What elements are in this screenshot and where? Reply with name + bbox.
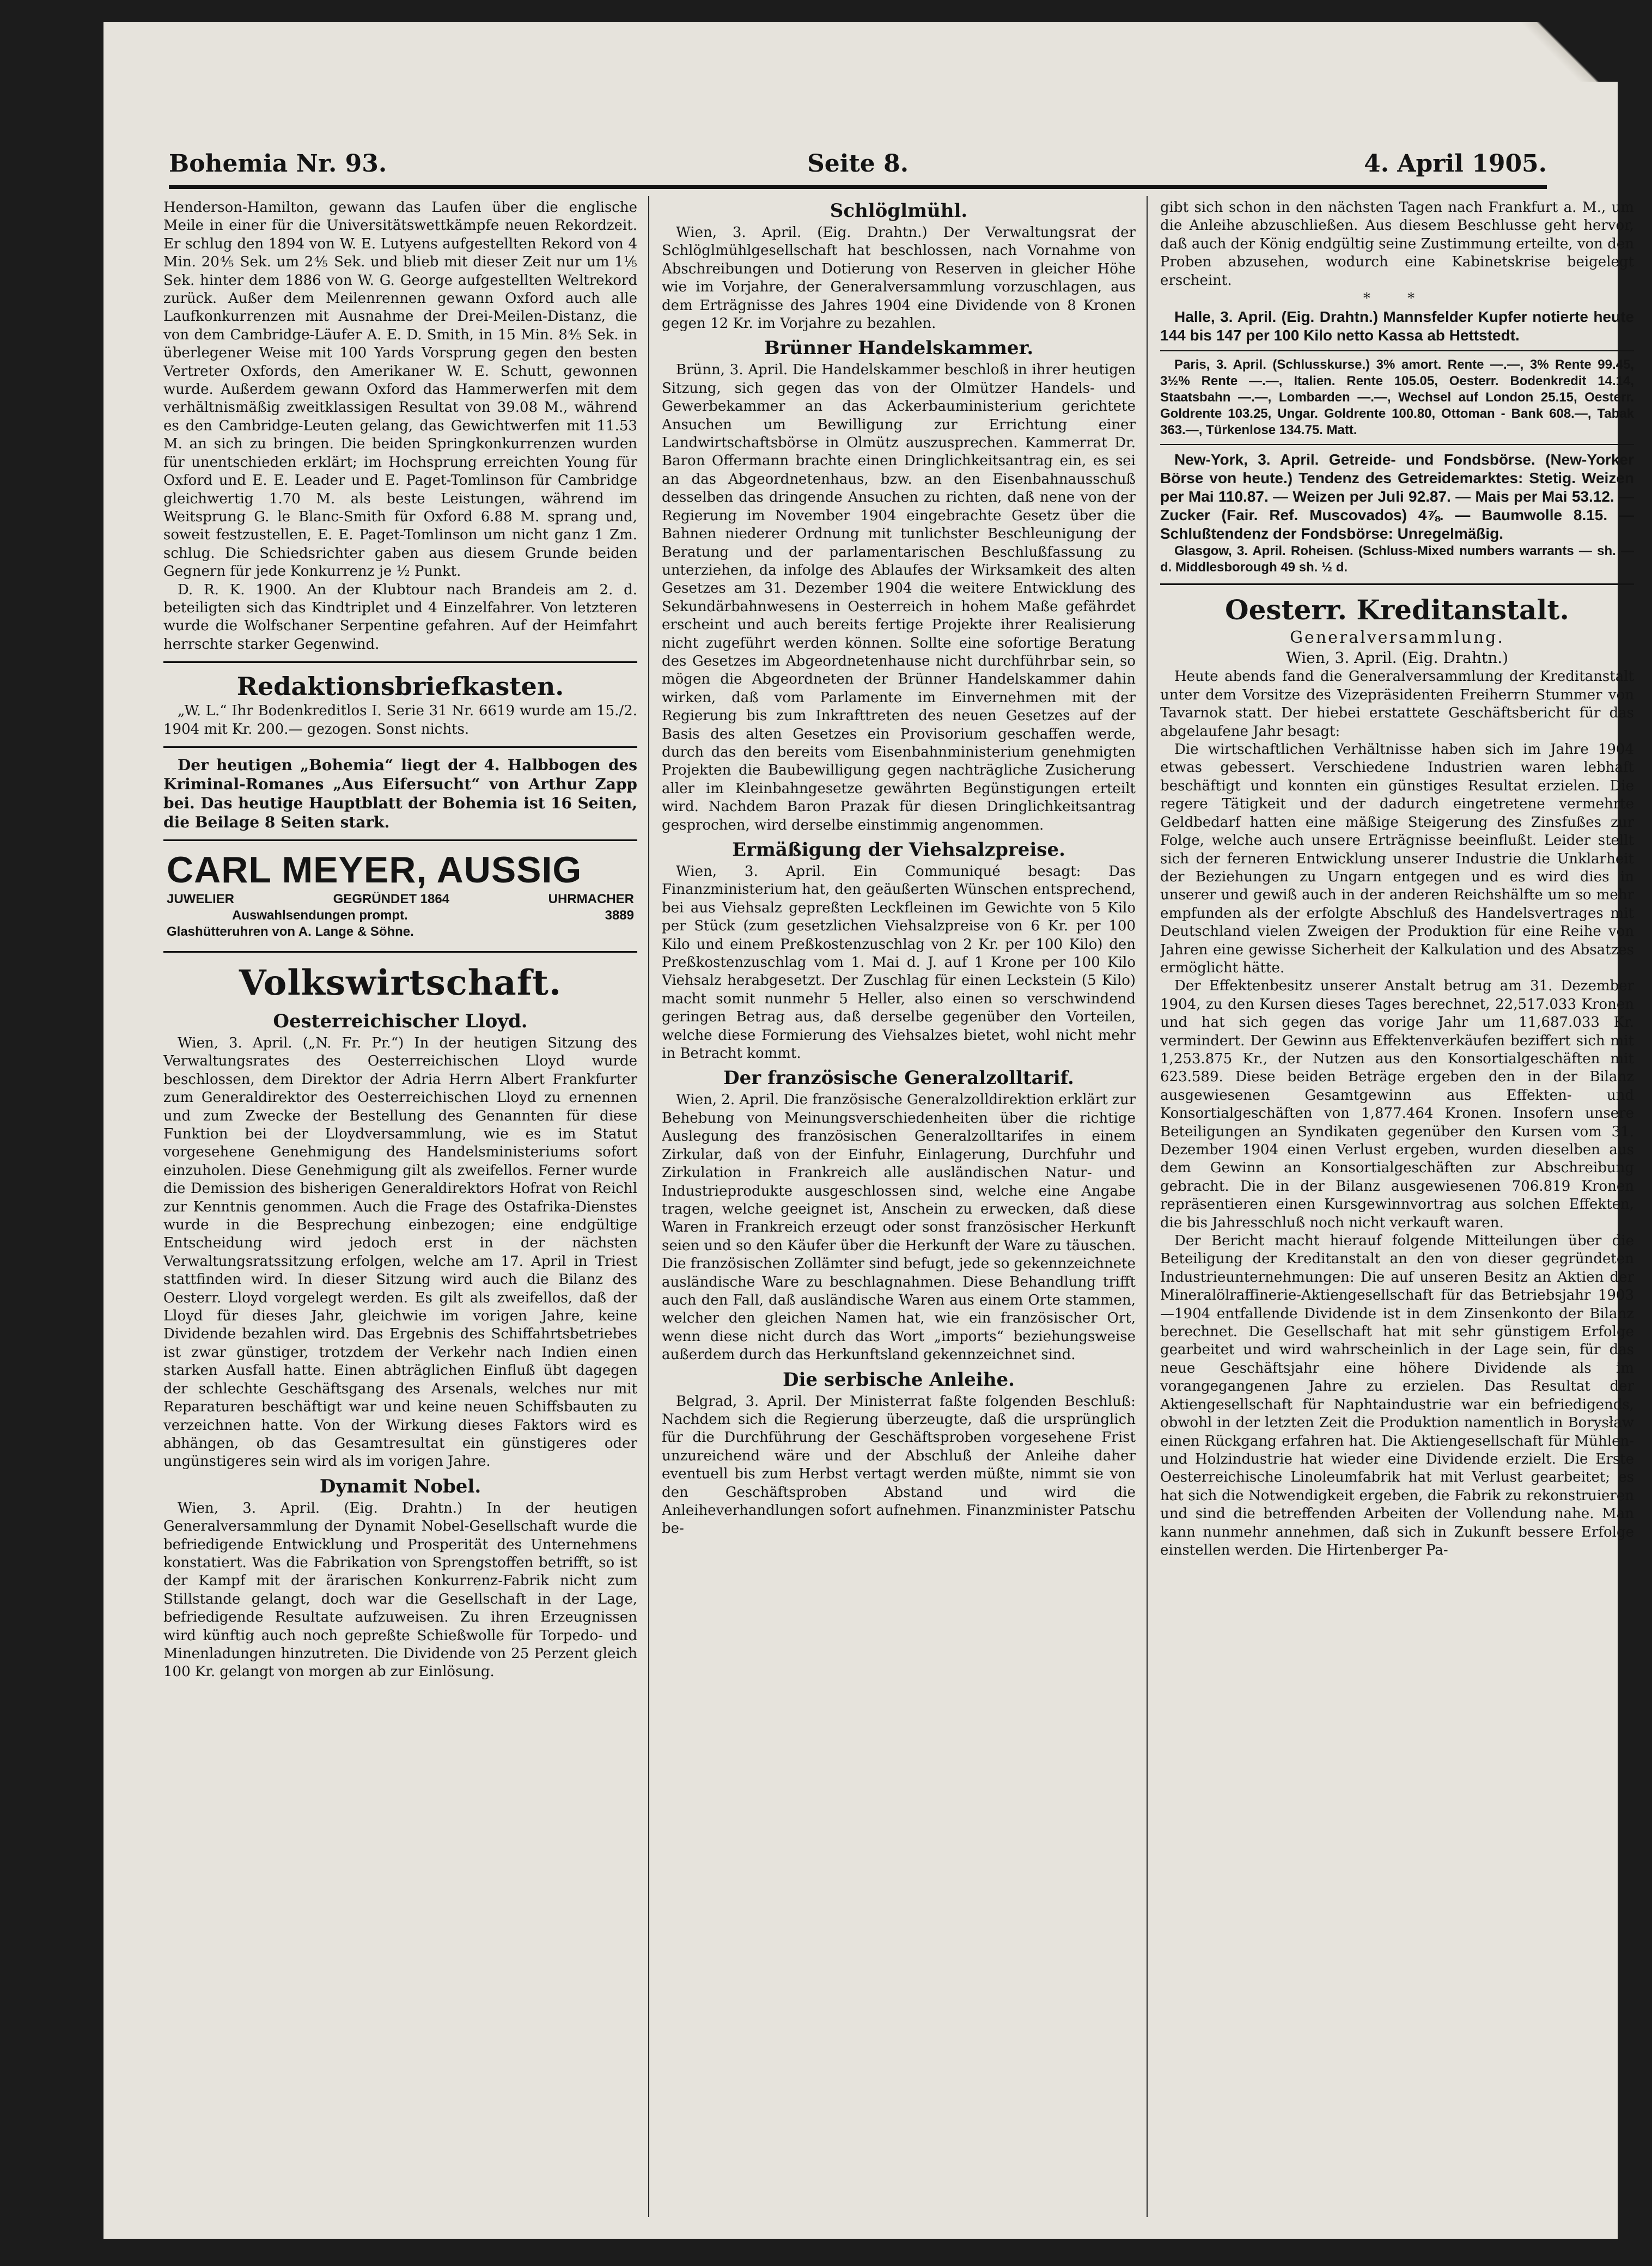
column-2 (662, 199, 1136, 2217)
column-divider (1147, 196, 1148, 2217)
ad-number: 3889 (605, 907, 634, 923)
article-schloegl: Wien, 3. April. (Eig. Drahtn.) Der Verwaltungsrat der Schlöglmühlgesellschaft hat beschlossen, nach Vornahme von Abschreibungen und Dotierung von Reserven in gleicher Höhe wie im Vorjahre, der Generalversammlung vorzuschlagen, aus dem Erträgnisse des Jahres 1904 eine Dividende von 8 Kronen gegen 12 Kr. im Vorjahre zu bezahlen. (662, 224, 1136, 332)
briefkasten-heading: Redaktionsbriefkasten. (236, 672, 564, 702)
article-dateline-kreditanstalt: Wien, 3. April. (Eig. Drahtn.) (1285, 649, 1509, 667)
article-sport-continued: Henderson-Hamilton, gewann das Laufen über die englische Meile in einer für die Universitätswettkämpfe neuen Rekordzeit. Er schlug den 1894 von W. E. Lutyens aufgestellten Rekord von 4 Min. 20⅘ Sek. um 2⅘ Sek. und blieb mit dieser Zeit nur um 1⅕ Sek. hinter dem 1886 von W. G. George aufgestellten Weltrekord zurück. Außer dem Meilenrennen gewann Oxford auch alle Laufkonkurrenzen mit Ausnahme der Drei-Meilen-Distanz, die von dem Cambridge-Läufer A. E. D. Smith, in 15 Min. 8⅘ Sek. in überlegener Weise mit 100 Yards Vorsprung gegen den besten Vertreter Oxfords, den Amerikaner W. E. Schutt, gewonnen wurde. Außerdem gewann Oxford das Hammerwerfen mit dem verhältnismäßig zweitklassigen Resultat von 39.08 M., während es den Cambridge-Leuten gelang, das Gewichtwerfen mit 11.53 M. an sich zu bringen. Die beiden Springkonkurrenzen wurden für unentschieden erklärt; im Hochsprung erreichten Young für Oxford und E. E. Leader und E. Paget-Tomlinson für Cambridge gleichwertig 1.70 M. als beste Leistungen, während im Weitsprung G. le Blanc-Smith für Oxford 6.88 M. sprang und, soweit festzustellen, E. E. Paget-Tomlinson um nicht ganz 1 Zm. schlug. Die Schiedsrichter gaben aus diesem Grunde beiden Gegnern für jede Konkurrenz je ½ Punkt. (163, 199, 637, 580)
market-halle: Halle, 3. April. (Eig. Drahtn.) Mannsfelder Kupfer notierte heute 144 bis 147 per 100 Kilo netto Kassa ab Hettstedt. (1160, 308, 1634, 344)
header-paper-number: Bohemia Nr. 93. (169, 150, 387, 178)
header-rule (169, 185, 1547, 189)
ad-trade-right: UHRMACHER (548, 891, 634, 906)
advertisement-carl-meyer (163, 849, 637, 943)
article-lloyd: Wien, 3. April. („N. Fr. Pr.“) In der heutigen Sitzung des Verwaltungsrates des Oesterreichischen Lloyd wurde beschlossen, dem Direktor der Adria Herrn Albert Frankfurter zum Generaldirektor des Oesterreichischen Lloyd zu ernennen und zum Zwecke der Bestellung des Genannten für diese Funktion bei der Lloydversammlung, wie es im Statut vorgesehene Genehmigung des Handelsministeriums sofort einzuholen. Diese Genehmigung gilt als zweifellos. Ferner wurde die Demission des bisherigen Generaldirektors Hofrat von Reichl zur Kenntnis genommen. Auch die Frage des Ostafrika-Dienstes wurde in die Besprechung einbezogen; eine endgültige Entscheidung wird jedoch erst in der nächsten Verwaltungsratssitzung erfolgen, welche am 17. April in Triest stattfinden wird. In dieser Sitzung wird auch die Bilanz des Oesterr. Lloyd vorgelegt werden. Es gilt als zweifellos, daß der Lloyd für dieses Jahr, gleichwie im vorigen Jahre, keine Dividende bezahlen wird. Das Ergebnis des Schiffahrtsbetriebes ist zwar günstiger, trotzdem der Verkehr nach Indien einen starken Ausfall hatte. Einen abträglichen Einfluß übt dagegen der schlechte Geschäftsgang des Arsenals, welches nur mit Reparaturen beschäftigt war und keine neuen Schiffsbauten zu verzeichnen hatte. Von der Wirkung dieses Faktors wird es abhängen, ob das Gesamtresultat ein günstigeres oder ungünstigeres sein wird als im vorigen Jahre. (163, 1034, 637, 1470)
separator (163, 839, 637, 841)
separator (1160, 350, 1634, 351)
article-heading-schloegl: Schlöglmühl. (830, 200, 968, 222)
newspaper-page (103, 22, 1634, 2239)
market-glasgow: Glasgow, 3. April. Roheisen. (Schluss-Mixed numbers warrants — sh. — d. Middlesborough 49 sh. ½ d. (1160, 544, 1634, 575)
column-divider (648, 196, 649, 2217)
header-page-number: Seite 8. (807, 150, 909, 178)
column-3 (1160, 199, 1634, 2217)
article-heading-bruenn: Brünner Handelskammer. (764, 337, 1034, 360)
article-kreditanstalt-p2: Die wirtschaftlichen Verhältnisse haben sich im Jahre 1904 etwas gebessert. Verschiedene Industrien waren lebhaft beschäftigt und konnten ein günstiges Resultat erzielen. Die regere Tätigkeit und der dadurch eingetretene vermehrte Geldbedarf hatten eine mäßige Steigerung des Zinsfußes zur Folge, welche auch unsere Erträgnisse beeinflußt. Leider stellt sich der ferneren Entwicklung unserer Industrie die Unklarheit der Beziehungen zu Ungarn entgegen und es wird dies in unserer und gewiß auch in der anderen Reichshälfte um so mehr empfunden als der erfolgte Abschluß des Handelsvertrages mit Deutschland vielen Zweigen der Produktion für eine Reihe von Jahren eine gewisse Sicherheit der Kalkulation und des Absatzes ermöglicht hätte. (1160, 741, 1634, 976)
ad-trades (167, 891, 634, 907)
header-date: 4. April 1905. (1364, 150, 1547, 178)
article-kreditanstalt-p4: Der Bericht macht hierauf folgende Mitteilungen über die Beteiligung der Kreditanstalt an den von dieser gegründeten Industrieunternehmungen: Die auf unseren Besitz an Aktien der Mineralölraffinerie-Aktiengesellschaft für das Betriebsjahr 1903—1904 entfallende Dividende ist in dem Zinsenkonto der Bilanz berechnet. Die Gesellschaft hat mit sehr günstigem Erfolge gearbeitet und wird wahrscheinlich in der Lage sein, für das neue Geschäftsjahr eine höhere Dividende als im vorangegangenen Jahre zu erzielen. Das Resultat der Aktiengesellschaft für Naphtaindustrie war ein befriedigends, obwohl in der letzten Zeit die Produktion namentlich in Borysław einen Rückgang erfahren hat. Die Aktiengesellschaft für Mühlen- und Holzindustrie hat wieder eine Dividende erzielt. Die Erste Oesterreichische Linoleumfabrik hat mit Verlust gearbeitet; es hat sich die Notwendigkeit ergeben, die Fabrik zu rekonstruieren und sind die betreffenden Arbeiten der Vollendung nahe. Man kann nunmehr annehmen, daß sich in Zukunft bessere Erfolge einstellen werden. Die Hirtenberger Pa- (1160, 1233, 1634, 1558)
article-heading-lloyd: Oesterreichischer Lloyd. (273, 1010, 528, 1032)
article-kreditanstalt-p3: Der Effektenbesitz unserer Anstalt betrug am 31. Dezember 1904, zu den Kursen dieses Tages berechnet, 22,517.033 Kronen und hat sich gegen das vorige Jahr um 11,687.033 Kr. vermindert. Der Gewinn aus Effektenverkäufen beziffert sich mit 1,253.875 Kr., der Nutzen aus den Konsortialgeschäften mit 623.589. Diese beiden Beträge ergeben den in der Bilanz ausgewiesenen Gesamtgewinn aus Effekten- und Konsortialgeschäften von 1,877.464 Kronen. Insofern unsere Beteiligungen an Syndikaten gegenüber den Kursen vom 31. Dezember 1904 einen Verlust ergeben, wurden dieselben aus dem Gewinn an Konsortialgeschäften zur Abschreibung gebracht. Die in der Bilanz ausgewiesenen 706.819 Kronen repräsentieren einen Kursgewinnvortrag aus solchen Effekten, die bis Jahresschluß noch nicht verkauft waren. (1160, 978, 1634, 1231)
market-paris: Paris, 3. April. (Schlusskurse.) 3% amort. Rente —.—, 3% Rente 99.45, 3½% Rente —.—, Italien. Rente 105.05, Oesterr. Bodenkredit 14.14, Staatsbahn —.—, Lombarden —.—, Wechsel auf London 25.15, Oesterr. Goldrente 103.25, Ungar. Goldrente 100.80, Ottoman - Bank 608.—, Tabak 363.—, Türkenlose 134.75. Matt. (1160, 357, 1634, 438)
separator (163, 746, 637, 748)
article-serbische-anleihe: Belgrad, 3. April. Der Ministerrat faßte folgenden Beschluß: Nachdem sich die Regierung überzeugte, daß die ursprünglich für die Durchführung der Geschäftsproben vorgesehene Frist unzureichend wäre und der Abschluß der Anleihe daher eventuell bis zum Herbst vertagt werden müßte, nimmt sie von den Geschäftsproben Abstand und wird die Anleiheverhandlungen sofort aufnehmen. Finanzminister Patschu be- (662, 1393, 1136, 1537)
column-1 (163, 199, 637, 2217)
ad-trade-left: JUWELIER (167, 891, 235, 906)
folded-corner (1514, 22, 1618, 82)
dinkus: * * (1363, 290, 1431, 307)
ad-line-2: Glashütteruhren von A. Lange & Söhne. (167, 924, 414, 939)
article-dynamit: Wien, 3. April. (Eig. Drahtn.) In der heutigen Generalversammlung der Dynamit Nobel-Gesellschaft wurde die befriedigende Entwicklung und Prosperität des Unternehmens konstatiert. Was die Fabrikation von Sprengstoffen betrifft, so ist der Kampf mit der ärarischen Konkurrenz-Fabrik nicht zum Stillstande gelangt, doch war die Gesellschaft in der Lage, befriedigende Resultate aufzuweisen. Zu ihren Erzeugnissen wird künftig auch noch gepreßte Schießwolle für Torpedo- und Minenladungen hinzutreten. Die Dividende von 25 Perzent gleich 100 Kr. gelangt von morgen ab zur Einlösung. (163, 1500, 637, 1680)
supplement-notice: Der heutigen „Bohemia“ liegt der 4. Halbbogen des Kriminal-Romanes „Aus Eifersucht“ von Arthur Zapp bei. Das heutige Hauptblatt der Bohemia ist 16 Seiten, die Beilage 8 Seiten stark. (163, 756, 637, 831)
separator (163, 951, 637, 953)
ad-founded: GEGRÜNDET 1864 (333, 891, 450, 906)
article-heading-zolltarif: Der französische Generalzolltarif. (723, 1067, 1074, 1089)
article-heading-dynamit: Dynamit Nobel. (319, 1475, 481, 1497)
article-heading-kreditanstalt: Oesterr. Kreditanstalt. (1225, 594, 1569, 626)
article-heading-viehsalz: Ermäßigung der Viehsalzpreise. (732, 839, 1065, 861)
article-subheading-kreditanstalt: Generalversammlung. (1290, 628, 1504, 648)
separator (163, 661, 637, 663)
section-heading-volkswirtschaft: Volkswirtschaft. (239, 962, 562, 1003)
article-heading-serbische-anleihe: Die serbische Anleihe. (782, 1368, 1015, 1391)
separator (1160, 583, 1634, 585)
separator (1160, 444, 1634, 445)
page-header (169, 144, 1547, 182)
article-serbische-anleihe-continued: gibt sich schon in den nächsten Tagen nach Frankfurt a. M., um die Anleihe abzuschließen. Aus diesem Beschlusse geht hervor, daß auch der König endgültig seine Zustimmung erteilte, von den Proben abzusehen, wodurch eine Kabinetskrise beigelegt erscheint. (1160, 199, 1634, 289)
article-bruenn: Brünn, 3. April. Die Handelskammer beschloß in ihrer heutigen Sitzung, sich gegen das von der Olmützer Handels- und Gewerbekammer an das Ackerbauministerium gerichtete Ansuchen um Bewilligung zur Errichtung einer Landwirtschaftsbörse in Olmütz auszusprechen. Kammerrat Dr. Baron Offermann brachte einen Dringlichkeitsantrag ein, es sei an das Abgeordnetenhaus, bzw. an den Eisenbahnausschuß desselben das dringende Ansuchen zu richten, daß nene von der Regierung im November 1904 eingebrachte Gesetz über die Bahnen niederer Ordnung mit tunlichster Beschleunigung der Beratung und der parlamentarischen Beschlußfassung zu unterziehen, da infolge des Ablaufes der Wirksamkeit des alten Gesetzes am 31. Dezember 1904 die weitere Entwicklung des Sekundärbahnwesens in Oesterreich in hohem Maße gefährdet erscheint und auch bereits fertige Projekte ihrer Realisierung nicht zugeführt werden können. Sollte eine sofortige Beratung des Gesetzes im Abgeordnetenhause nicht durchführbar sein, so mögen die Abgeordneten der Brünner Handelskammer dahin wirken, daß vom Parlamente im Einvernehmen mit der Regierung bis zum Inkrafttreten des neuen Gesetzes auf der Basis des alten Gesetzes ein Provisorium geschaffen werde, durch das den bereits vom Eisenbahnministerium genehmigten Projekten die Baubewilligung gegen nachträgliche Zusicherung aller im Kleinbahngesetze gewährten Begünstigungen erteilt wird. Nachdem Baron Prazak für diesen Dringlichkeitsantrag gesprochen, wird derselbe einstimmig angenommen. (662, 362, 1136, 833)
ad-company-name: CARL MEYER, AUSSIG (167, 849, 582, 891)
article-viehsalz: Wien, 3. April. Ein Communiqué besagt: Das Finanzministerium hat, den geäußerten Wünschen entsprechend, bei aus Viehsalz gepreßten Leckfleinen im Gewichte von 5 Kilo per Stück (zum gesetzlichen Viehsalzpreise von 6 Kr. per 100 Kilo und einem Preßkostenzuschlag von 2 Kr. per 100 Kilo) den Preßkostenzuschlag vom 1. Mai d. J. auf 1 Krone per 100 Kilo Viehsalz herabgesetzt. Der Zuschlag für einen Leckstein (5 Kilo) macht somit nunmehr 5 Heller, also einen so verschwindend geringen Betrag aus, daß derselbe gegenüber den Vorteilen, welche diese Formierung des Viehsalzes bietet, wohl nicht mehr in Betracht kommt. (662, 863, 1136, 1062)
ad-line-1 (167, 907, 634, 924)
ad-slogan: Auswahlsendungen prompt. (232, 907, 408, 923)
article-kreditanstalt-p1: Heute abends fand die Generalversammlung der Kreditanstalt unter dem Vorsitze des Vizepräsidenten Freiherrn Stummer von Tavarnok statt. Der hiebei erstattete Geschäftsbericht für das abgelaufene Jahr besagt: (1160, 668, 1634, 740)
article-zolltarif: Wien, 2. April. Die französische Generalzolldirektion erklärt zur Behebung von Meinungsverschiedenheiten über die richtige Auslegung des französischen Generalzolltarifes in einem Zirkular, daß von der Einfuhr, Einlagerung, Durchfuhr und Zirkulation in Frankreich alle ausländischen Natur- und Industrieprodukte ausgeschlossen sind, welche eine Angabe tragen, welche geeignet ist, Anschein zu erwecken, daß diese Waren in Frankreich erzeugt oder sonst französischer Herkunft seien und so den Käufer über die Herkunft der Ware zu täuschen. Die französischen Zollämter sind befugt, jede so gekennzeichnete ausländische Ware zu beschlagnahmen. Diese Behandlung trifft auch den Fall, daß ausländische Waren aus einem Orte stammen, welcher den gleichen Namen hat, wie ein französischer Ort, wenn diese nicht durch das Wort „imports“ beziehungsweise außerdem durch das Herkunftsland gekennzeichnet sind. (662, 1092, 1136, 1363)
market-new-york: New-York, 3. April. Getreide- und Fondsbörse. (New-Yorker Börse von heute.) Tendenz des Getreidemarktes: Stetig. Weizen per Mai 110.87. — Weizen per Juli 92.87. — Mais per Mai 53.12. — Zucker (Fair. Ref. Muscovados) 4⅞. — Baumwolle 8.15. — Schlußtendenz der Fondsbörse: Unregelmäßig. (1160, 451, 1634, 543)
article-club-tour: D. R. K. 1900. An der Klubtour nach Brandeis am 2. d. beteiligten sich das Kindtriplet und 4 Einzelfahrer. Von letzteren wurde die Wolfschaner Serpentine gefahren. Auf der Heimfahrt herrschte starker Gegenwind. (163, 581, 637, 653)
briefkasten-text: „W. L.“ Ihr Bodenkreditlos I. Serie 31 Nr. 6619 wurde am 15./2. 1904 mit Kr. 200.— gezogen. Sonst nichts. (163, 703, 637, 738)
